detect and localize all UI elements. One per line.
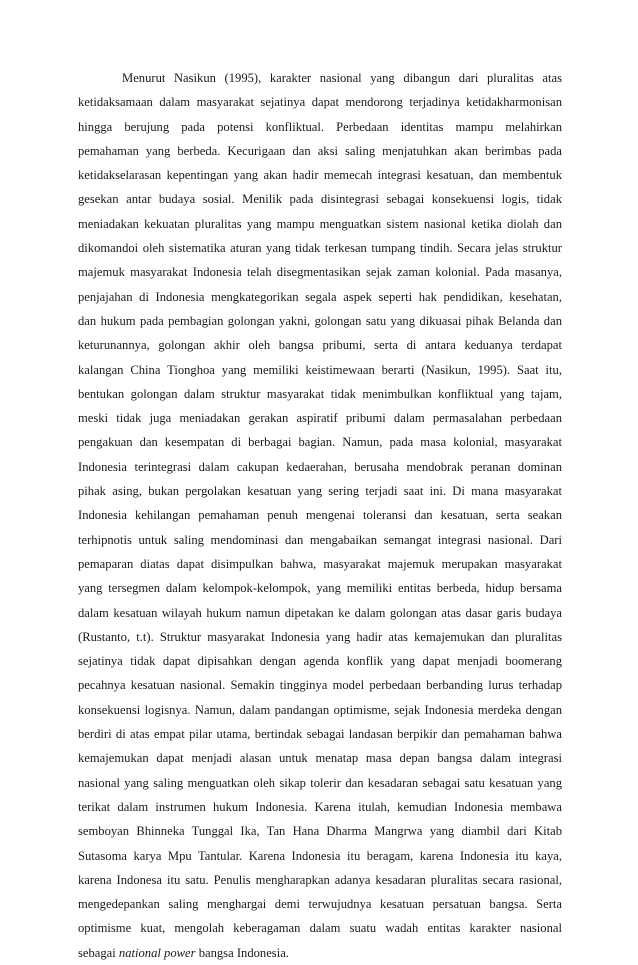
paragraph-line: pemahaman yang berbeda. Kecurigaan dan aksi saling menjatuhkan akan berimbas pada [78,143,562,158]
document-page [78,66,562,965]
paragraph-line: terhipnotis untuk saling mendominasi dan mengabaikan semangat integrasi nasional. Dari [78,532,562,547]
paragraph-line: berdiri di atas empat pilar utama, bertindak sebagai landasan berpikir dan pemahaman bahwa [78,727,562,742]
last-line-prefix: sebagai [78,945,116,960]
paragraph-line: mengedepankan saling menghargai demi terwujudnya kesatuan persatuan bangsa. Serta [78,897,562,912]
paragraph-line: pihak asing, bukan pergolakan kesatuan yang sering terjadi saat ini. Di mana masyarakat [78,484,562,499]
paragraph-line: gesekan antar budaya sosial. Menilik pada disintegrasi sebagai konsekuensi logis, tidak [78,192,562,207]
paragraph-line: keturunannya, golongan akhir oleh bangsa pribumi, serta di antara keduanya terdapat [78,338,562,353]
paragraph-line: penjajahan di Indonesia mengkategorikan segala aspek seperti hak pendidikan, kesehatan, [78,289,562,304]
paragraph-line: yang tersegmen dalam kelompok-kelompok, yang memiliki entitas berbeda, hidup bersama [78,581,562,596]
paragraph-line: Indonesia kehilangan pemahaman penuh mengenai toleransi dan kesatuan, serta seakan [78,508,562,523]
last-line-suffix: bangsa Indonesia. [198,945,289,960]
paragraph-line: dan hukum pada pembagian golongan yakni, golongan satu yang dikuasai pihak Belanda dan [78,313,562,328]
paragraph-line: pemaparan diatas dapat disimpulkan bahwa, masyarakat majemuk merupakan masyarakat [78,556,562,571]
paragraph-line: terikat dalam instrumen hukum Indonesia. Karena itulah, kemudian Indonesia membawa [78,799,562,814]
paragraph-line: semboyan Bhinneka Tunggal Ika, Tan Hana Dharma Mangrwa yang diambil dari Kitab [78,824,562,839]
paragraph-line: majemuk masyarakat Indonesia telah disegmentasikan sejak zaman kolonial. Pada masanya, [78,265,562,280]
paragraph-line: meniadakan kekuatan pluralitas yang mampu menguatkan sistem nasional ketika diolah dan [78,216,562,231]
paragraph-line: kemajemukan dapat menjadi alasan untuk menatap masa depan bangsa dalam integrasi [78,751,562,766]
paragraph-line: dalam kesatuan wilayah hukum namun dipetakan ke dalam golongan atas dasar garis budaya [78,605,562,620]
paragraph-line: Sutasoma karya Mpu Tantular. Karena Indonesia itu beragam, karena Indonesia itu kaya, [78,848,562,863]
paragraph-line: Indonesia terintegrasi dalam cakupan kedaerahan, berusaha mendobrak peranan dominan [78,459,562,474]
paragraph-line: bentukan golongan dalam struktur masyarakat tidak menimbulkan konfliktual yang tajam, [78,386,562,401]
paragraph-line: hingga berujung pada potensi konfliktual. Perbedaan identitas mampu melahirkan [78,119,562,134]
paragraph-line: karena Indonesa itu satu. Penulis mengharapkan adanya kesadaran pluralitas secara rasional, [78,872,562,887]
paragraph-line: meski tidak juga meniadakan gerakan aspiratif pribumi dalam permasalahan perbedaan [78,411,562,426]
paragraph-line: ketidaksamaan dalam masyarakat sejatinya dapat mendorong terjadinya ketidakharmonisan [78,95,562,110]
paragraph-line: nasional yang saling menguatkan oleh sikap tolerir dan kesadaran sebagai satu kesatuan yang [78,775,562,790]
paragraph-line: kalangan China Tionghoa yang memiliki keistimewaan berarti (Nasikun, 1995). Saat itu, [78,362,562,377]
paragraph-line: dikomandoi oleh sistematika aturan yang tidak terkesan tumpang tindih. Secara jelas struktur [78,241,562,256]
paragraph-line: (Rustanto, t.t). Struktur masyarakat Indonesia yang hadir atas kemajemukan dan pluralitas [78,629,562,644]
italic-term: national power [118,945,196,960]
paragraph-line: Menurut Nasikun (1995), karakter nasional yang dibangun dari pluralitas atas [122,71,562,85]
paragraph-line: sejatinya tidak dapat dipisahkan dengan agenda konflik yang dapat menjadi boomerang [78,654,562,669]
paragraph-line: pengakuan dan kesempatan di berbagai bagian. Namun, pada masa kolonial, masyarakat [78,435,562,450]
paragraph-line: pecahnya kesatuan nasional. Semakin tingginya model perbedaan berbanding lurus terhadap [78,678,562,693]
paragraph-line: konsekuensi logisnya. Namun, dalam pandangan optimisme, sejak Indonesia merdeka dengan [78,702,562,717]
paragraph-line: ketidakselarasan kepentingan yang akan hadir memecah integrasi kesatuan, dan membentuk [78,168,562,183]
body-paragraph [78,66,562,941]
paragraph-line: optimisme kuat, mengolah keberagaman dalam suatu wadah entitas karakter nasional [78,921,562,936]
paragraph-line-last [78,941,562,965]
